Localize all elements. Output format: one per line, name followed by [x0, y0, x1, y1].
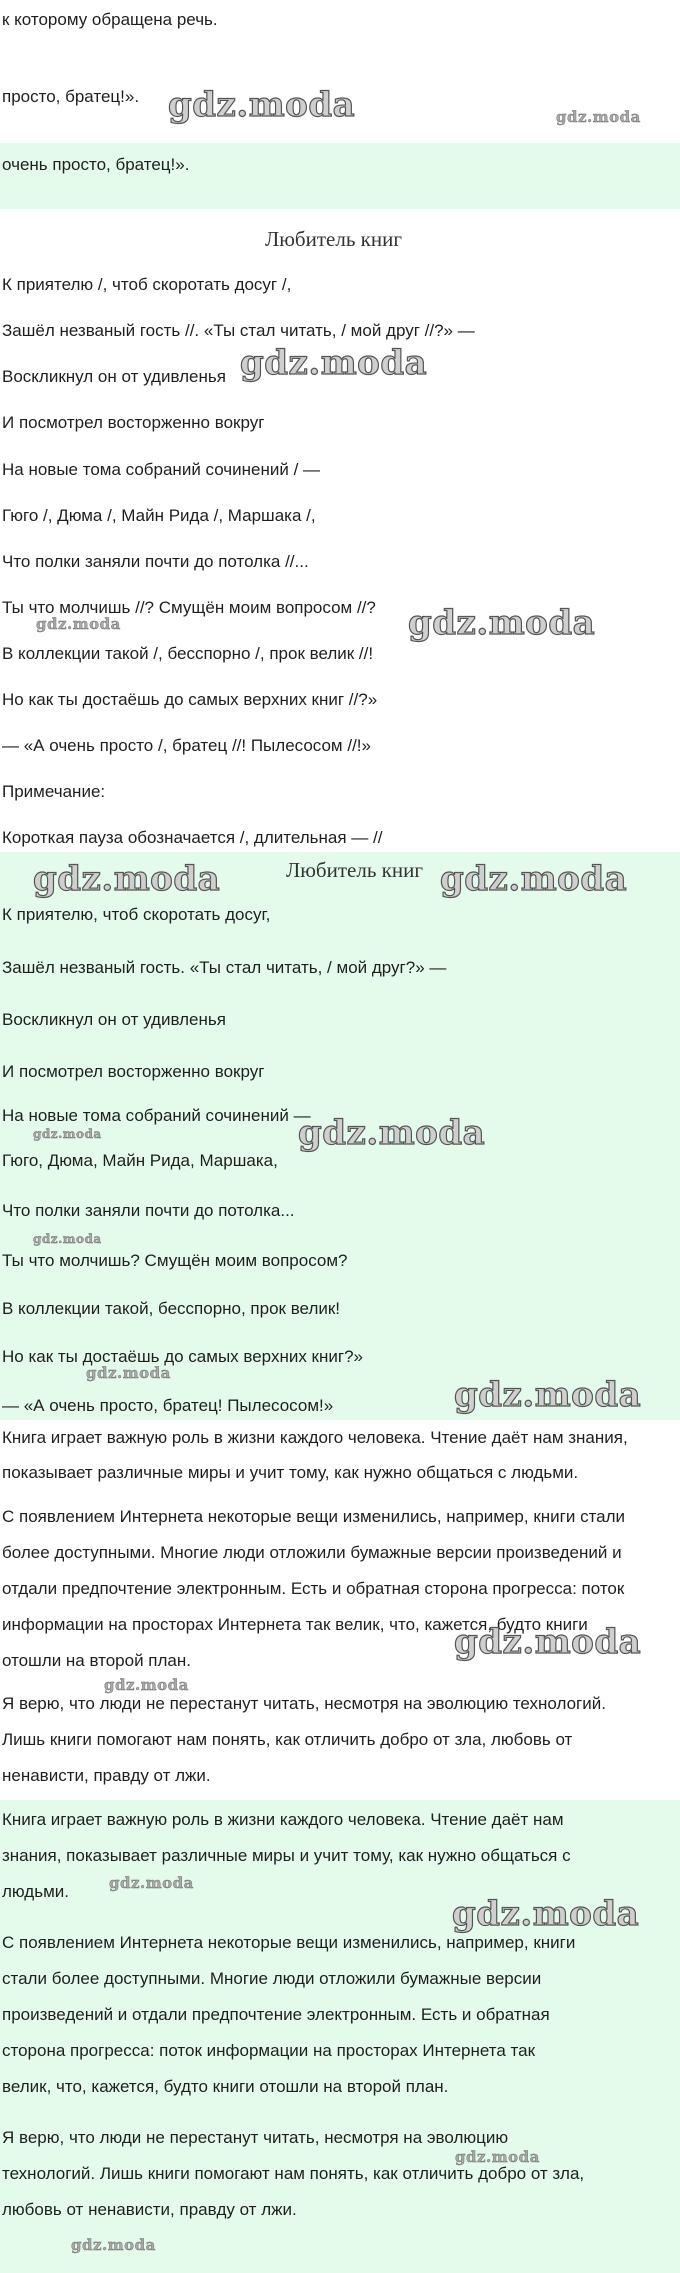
- poem-line: В коллекции такой /, бесспорно /, прок велик //!: [2, 644, 374, 663]
- essay-line: произведений и отдали предпочтение электронным. Есть и обратная: [2, 2005, 550, 2024]
- poem-line: Гюго /, Дюма /, Майн Рида /, Маршака /,: [2, 506, 316, 525]
- poem-line: На новые тома собраний сочинений / —: [2, 460, 321, 479]
- watermark: gdz.moda: [33, 1232, 102, 1246]
- essay-line: знания, показывает различные миры и учит тому, как нужно общаться с: [2, 1846, 571, 1865]
- watermark: gdz.moda: [240, 343, 428, 383]
- essay-line: С появлением Интернета некоторые вещи изменились, например, книги: [2, 1933, 576, 1952]
- poem-line: — «А очень просто, братец! Пылесосом!»: [2, 1396, 334, 1415]
- essay-line: более доступными. Многие люди отложили бумажные версии произведений и: [2, 1543, 622, 1562]
- watermark: gdz.moda: [408, 603, 596, 643]
- note-label: Примечание:: [2, 782, 106, 801]
- poem-title: Любитель книг: [286, 858, 423, 882]
- poem-line: Но как ты достаёшь до самых верхних книг?»: [2, 1347, 363, 1366]
- watermark: gdz.moda: [298, 1113, 486, 1153]
- poem-line: Что полки заняли почти до потолка //...: [2, 552, 309, 571]
- poem-line: На новые тома собраний сочинений —: [2, 1106, 311, 1125]
- essay-line: людьми.: [2, 1882, 69, 1901]
- essay-line: Я верю, что люди не перестанут читать, несмотря на эволюцию: [2, 2128, 509, 2147]
- watermark: gdz.moda: [454, 1622, 642, 1662]
- poem-line: К приятелю /, чтоб скоротать досуг /,: [2, 275, 292, 294]
- essay-line: велик, что, кажется, будто книги отошли на второй план.: [2, 2077, 449, 2096]
- poem-title: Любитель книг: [265, 227, 402, 251]
- essay-line: Лишь книги помогают нам понять, как отличить добро от зла, любовь от: [2, 1730, 573, 1749]
- text-line: просто, братец!».: [2, 87, 140, 106]
- watermark: gdz.moda: [454, 1375, 642, 1415]
- essay-line: С появлением Интернета некоторые вещи изменились, например, книги стали: [2, 1507, 626, 1526]
- essay-line: технологий. Лишь книги помогают нам понять, как отличить добро от зла,: [2, 2164, 585, 2183]
- essay-line: стали более доступными. Многие люди отложили бумажные версии: [2, 1969, 542, 1988]
- watermark: gdz.moda: [109, 1874, 194, 1892]
- poem-line: Воскликнул он от удивленья: [2, 1010, 226, 1029]
- poem-line: Что полки заняли почти до потолка...: [2, 1201, 295, 1220]
- poem-line: Ты что молчишь? Смущён моим вопросом?: [2, 1251, 348, 1270]
- essay-line: ненависти, правду от лжи.: [2, 1766, 211, 1785]
- watermark: gdz.moda: [104, 1676, 189, 1694]
- essay-line: Книга играет важную роль в жизни каждого человека. Чтение даёт нам знания,: [2, 1428, 628, 1447]
- watermark: gdz.moda: [71, 2236, 156, 2254]
- text-line: очень просто, братец!».: [2, 155, 190, 174]
- note-text: Короткая пауза обозначается /, длительная — //: [2, 828, 383, 847]
- watermark: gdz.moda: [440, 859, 628, 899]
- poem-line: Воскликнул он от удивленья: [2, 367, 226, 386]
- watermark: gdz.moda: [168, 85, 356, 125]
- essay-line: любовь от ненависти, правду от лжи.: [2, 2200, 297, 2219]
- poem-line: Гюго, Дюма, Майн Рида, Маршака,: [2, 1151, 278, 1170]
- watermark: gdz.moda: [33, 1127, 102, 1141]
- watermark: gdz.moda: [452, 1894, 640, 1934]
- essay-line: Книга играет важную роль в жизни каждого человека. Чтение даёт нам: [2, 1810, 564, 1829]
- essay-line: отдали предпочтение электронным. Есть и обратная сторона прогресса: поток: [2, 1579, 625, 1598]
- poem-line: В коллекции такой, бесспорно, прок велик!: [2, 1299, 341, 1318]
- essay-line: Я верю, что люди не перестанут читать, несмотря на эволюцию технологий.: [2, 1694, 606, 1713]
- essay-line: показывает различные миры и учит тому, как нужно общаться с людьми.: [2, 1463, 579, 1482]
- essay-line: сторона прогресса: поток информации на просторах Интернета так: [2, 2041, 536, 2060]
- poem-line: Зашёл незваный гость. «Ты стал читать, / мой друг?» —: [2, 958, 447, 977]
- poem-line: Но как ты достаёшь до самых верхних книг //?»: [2, 690, 378, 709]
- essay-line: отошли на второй план.: [2, 1651, 192, 1670]
- poem-line: Зашёл незваный гость //. «Ты стал читать, / мой друг //?» —: [2, 321, 475, 340]
- essay-line: информации на просторах Интернета так велик, что, кажется, будто книги: [2, 1615, 588, 1634]
- poem-line: И посмотрел восторженно вокруг: [2, 1062, 265, 1081]
- watermark: gdz.moda: [36, 615, 121, 633]
- watermark: gdz.moda: [556, 108, 641, 126]
- watermark: gdz.moda: [455, 2148, 540, 2166]
- poem-line: — «А очень просто /, братец //! Пылесосом //!»: [2, 736, 371, 755]
- poem-line: К приятелю, чтоб скоротать досуг,: [2, 905, 271, 924]
- poem-line: Ты что молчишь //? Смущён моим вопросом //?: [2, 598, 376, 617]
- watermark: gdz.moda: [33, 859, 221, 899]
- highlight-band: [0, 143, 680, 209]
- text-line: к которому обращена речь.: [2, 10, 218, 29]
- watermark: gdz.moda: [86, 1364, 171, 1382]
- poem-line: И посмотрел восторженно вокруг: [2, 413, 265, 432]
